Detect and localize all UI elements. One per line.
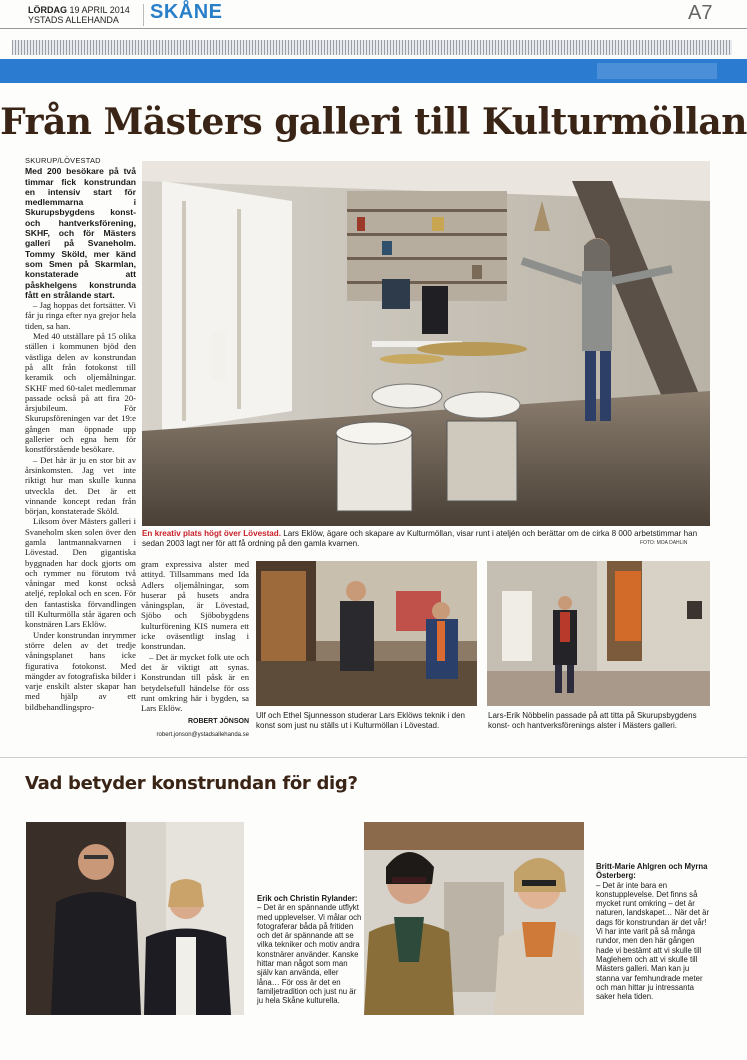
author-email: robert.jonson@ystadsallehanda.se [156,731,249,738]
main-photo-studio [142,161,710,526]
vox-pop-name-2: Britt-Marie Ahlgren och Myrna Österberg: [596,862,708,881]
article-paragraph: – Det är mycket folk ute och det är viktigt att synas. Konstrundan till påsk är en betydelsefull händelse för oss runt omkring här i bygden, sa Lars Eklöw. [141,651,249,714]
article-lead: Med 200 besökare på två timmar fick konstrundan en intensiv start för medlemmarna i Skurupsbygdens konst- och hantverksförening, SKHF, och för Mästers galleri på Svaneholm. Tommy Sköld, mer känd som Smen på Skarmlan, konstaterade att påskhelgens konstrunda fått en strålande start. [25,166,136,300]
article-paragraph: – Det här är ju en stor bit av årsinkomsten. Jag vet inte riktigt hur man skulle kunna utveckla det. Det är ett vinnande koncept redan från början, konstaterade Sköld. [25,454,136,517]
vox-pop-quote-1 [257,894,362,1006]
article-paragraph: – Jag hoppas det fortsätter. Vi får ju ringa efter nya grejor hela tiden, sa han. [25,300,136,331]
issue-date: LÖRDAG 19 APRIL 2014 YSTADS ALLEHANDA [28,5,130,25]
caption-kicker: En kreativ plats högt över Lövestad. [142,529,281,538]
photo-masters-galleri [487,561,710,706]
caption-text: Lars Eklöw, ägare och skapare av Kulturmöllan, visar runt i ateljén och berättar om de cirka 8 000 arbetstimmar han sedan 2003 lagt ner för att få ordning på den gamla kvarnen. [142,529,698,548]
vox-pop-text-1: – Det är en spännande utflykt med upplevelser. Vi målar och fotograferar båda på fritiden och det är spännande att se vilka tekniker och motiv andra konstnärer använder. Kanske hittar man något som man själv kan använda, eller låna… För oss är det en familjetradition och just nu är ju hela Skåne kulturella. [257,903,362,1006]
photo-rylander [26,822,244,1015]
article-paragraph: gram expressiva alster med attityd. Tillsammans med Ida Adlers oljemålningar, som huserar på husets andra våningsplan, är Lövestad, Sjöbo och Sjöbobygdens kulturförening KIS numera ett icke oväsentligt inslag i konstrundan. [141,559,249,652]
photo3-caption: Lars-Erik Nöbbelin passade på att titta på Skurupsbygdens konst- och hantverksförenings alster i Mästers galleri. [488,711,697,730]
vox-pop-text-2: – Det är inte bara en konstupplevelse. Det finns så mycket runt omkring – det är naturen, landskapet… När det är dags för konstrundan är det vår! Vi har inte varit på så många rundor, men den här gången hade vi bestämt att vi skulle till Maglehem och att vi skulle till Mästers galleri. Man kan ju stanna var femhundrade meter och man hittar ju intressanta saker hela tiden. [596,880,710,1002]
vox-pop-name-1: Erik och Christin Rylander: [257,894,358,903]
page-number: A7 [688,2,713,24]
section-divider [0,757,747,758]
article-paragraph: Med 40 utställare på 15 olika ställen i kommunen bjöd den västliga delen av konstrundan på allt från fotokonst till keramik och oljemålningar. SKHF med 60-talet medlemmar passade också på att fira 20-årsjubileum. För Skurupsföreningen var det 19:e gången man öppnade upp gallerier och egna hem för konstförstående besökare. [25,331,136,455]
section-color-band [0,59,747,83]
photo-credit: FOTO: MOA DAHLIN [640,540,688,546]
article-column-middle [141,559,249,740]
decorative-stripe [12,40,732,55]
article-paragraph: Liksom över Mästers galleri i Svaneholm sken solen över den gamla lantmannakvarnen i Lövestad. Den gigantiska byggnaden har dock gjorts om och rymmer nu förutom två våningar med konst också ateljé, replokal och en scen. För den fantastiska förvandlingen till Kulturmölla står ägaren och konstnären Lars Eklöw. [25,516,136,630]
main-photo-caption [142,529,710,548]
section-name: SKÅNE [150,1,223,23]
photo-ahlgren-osterberg [364,822,584,1015]
article-headline: Från Mästers galleri till Kulturmöllan [0,101,747,143]
article-column-left [25,156,136,712]
masthead-rule [0,28,747,29]
photo2-caption: Ulf och Ethel Sjunnesson studerar Lars Eklöws teknik i den konst som just nu ställs ut i Kulturmöllan i Lövestad. [256,711,465,730]
article-dateline: SKURUP/LÖVESTAD [25,156,101,165]
vox-pop-quote-2 [596,862,710,1001]
article-paragraph: Under konstrundan inrymmer större delen av det tredje våningsplanet hans icke figurativa fotokonst. Med mängder av fotografiska bilder i varje enskilt alster skapar han med hjälp av ett bildbehandlingspro- [25,629,136,712]
photo-gallery-couple [256,561,477,706]
article-byline: ROBERT JÖNSON [187,718,249,726]
masthead-divider [143,4,144,26]
paper-name: YSTADS ALLEHANDA [28,15,119,25]
masthead [0,0,747,40]
vox-pop-title: Vad betyder konstrundan för dig? [25,773,358,794]
